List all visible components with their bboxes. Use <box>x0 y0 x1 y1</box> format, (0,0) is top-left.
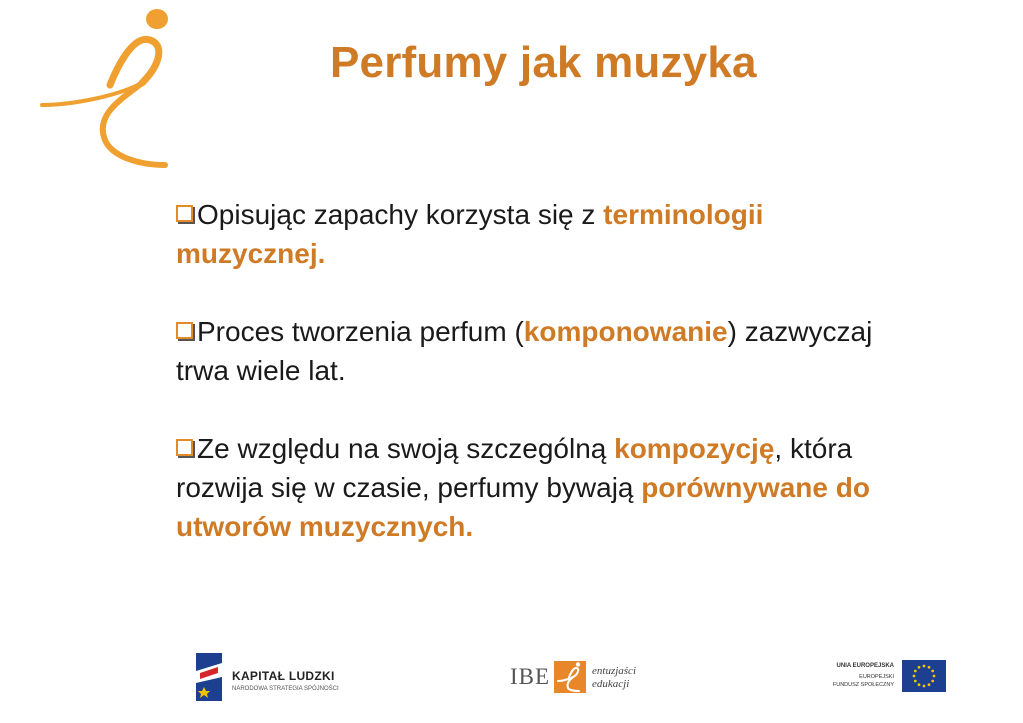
bullet-item <box>176 312 916 390</box>
bullet-item <box>176 429 916 546</box>
bullet-text: . <box>465 511 474 542</box>
kapital-ludzki-subtitle: NARODOWA STRATEGIA SPÓJNOŚCI <box>232 686 339 692</box>
bullet-text: Proces tworzenia perfum ( <box>197 316 524 347</box>
slide-title: Perfumy jak muzyka <box>330 38 757 87</box>
bullet-text: Opisując zapachy korzysta się z <box>197 199 604 230</box>
bullet-item <box>176 195 916 273</box>
eu-line-1: UNIA EUROPEJSKA <box>836 663 894 669</box>
stylized-figure-logo-icon <box>40 5 180 170</box>
checkbox-bullet-icon <box>176 439 193 456</box>
checkbox-bullet-icon <box>176 322 193 339</box>
kapital-ludzki-name: KAPITAŁ LUDZKI <box>232 669 335 683</box>
ibe-tagline-1: entuzjaści <box>592 665 636 677</box>
kapital-ludzki-logo <box>196 653 346 701</box>
ibe-logo <box>510 660 650 696</box>
eu-line-2: EUROPEJSKI <box>859 674 894 680</box>
kapital-ludzki-flag-icon <box>196 653 222 701</box>
eu-line-3: FUNDUSZ SPOŁECZNY <box>832 682 894 688</box>
bullet-emphasis: terminologii muzycznej. <box>176 199 764 269</box>
checkbox-bullet-icon <box>176 205 193 222</box>
eu-flag-icon <box>902 660 946 692</box>
bullet-text: Ze względu na swoją szczególną <box>197 433 615 464</box>
ibe-acronym: IBE <box>510 664 551 689</box>
bullet-emphasis: kompozycję <box>614 433 775 464</box>
ibe-tagline-2: edukacji <box>592 678 630 690</box>
ibe-figure-icon <box>554 661 586 693</box>
bullet-emphasis: porównywane do utworów muzycznych <box>176 472 870 542</box>
bullet-text: ) zazwyczaj trwa wiele lat. <box>176 316 873 386</box>
eu-logo <box>826 660 946 694</box>
bullet-list <box>176 195 916 585</box>
bullet-text: , która rozwija się w czasie, perfumy bywają <box>176 433 853 503</box>
bullet-emphasis: komponowanie <box>523 316 728 347</box>
